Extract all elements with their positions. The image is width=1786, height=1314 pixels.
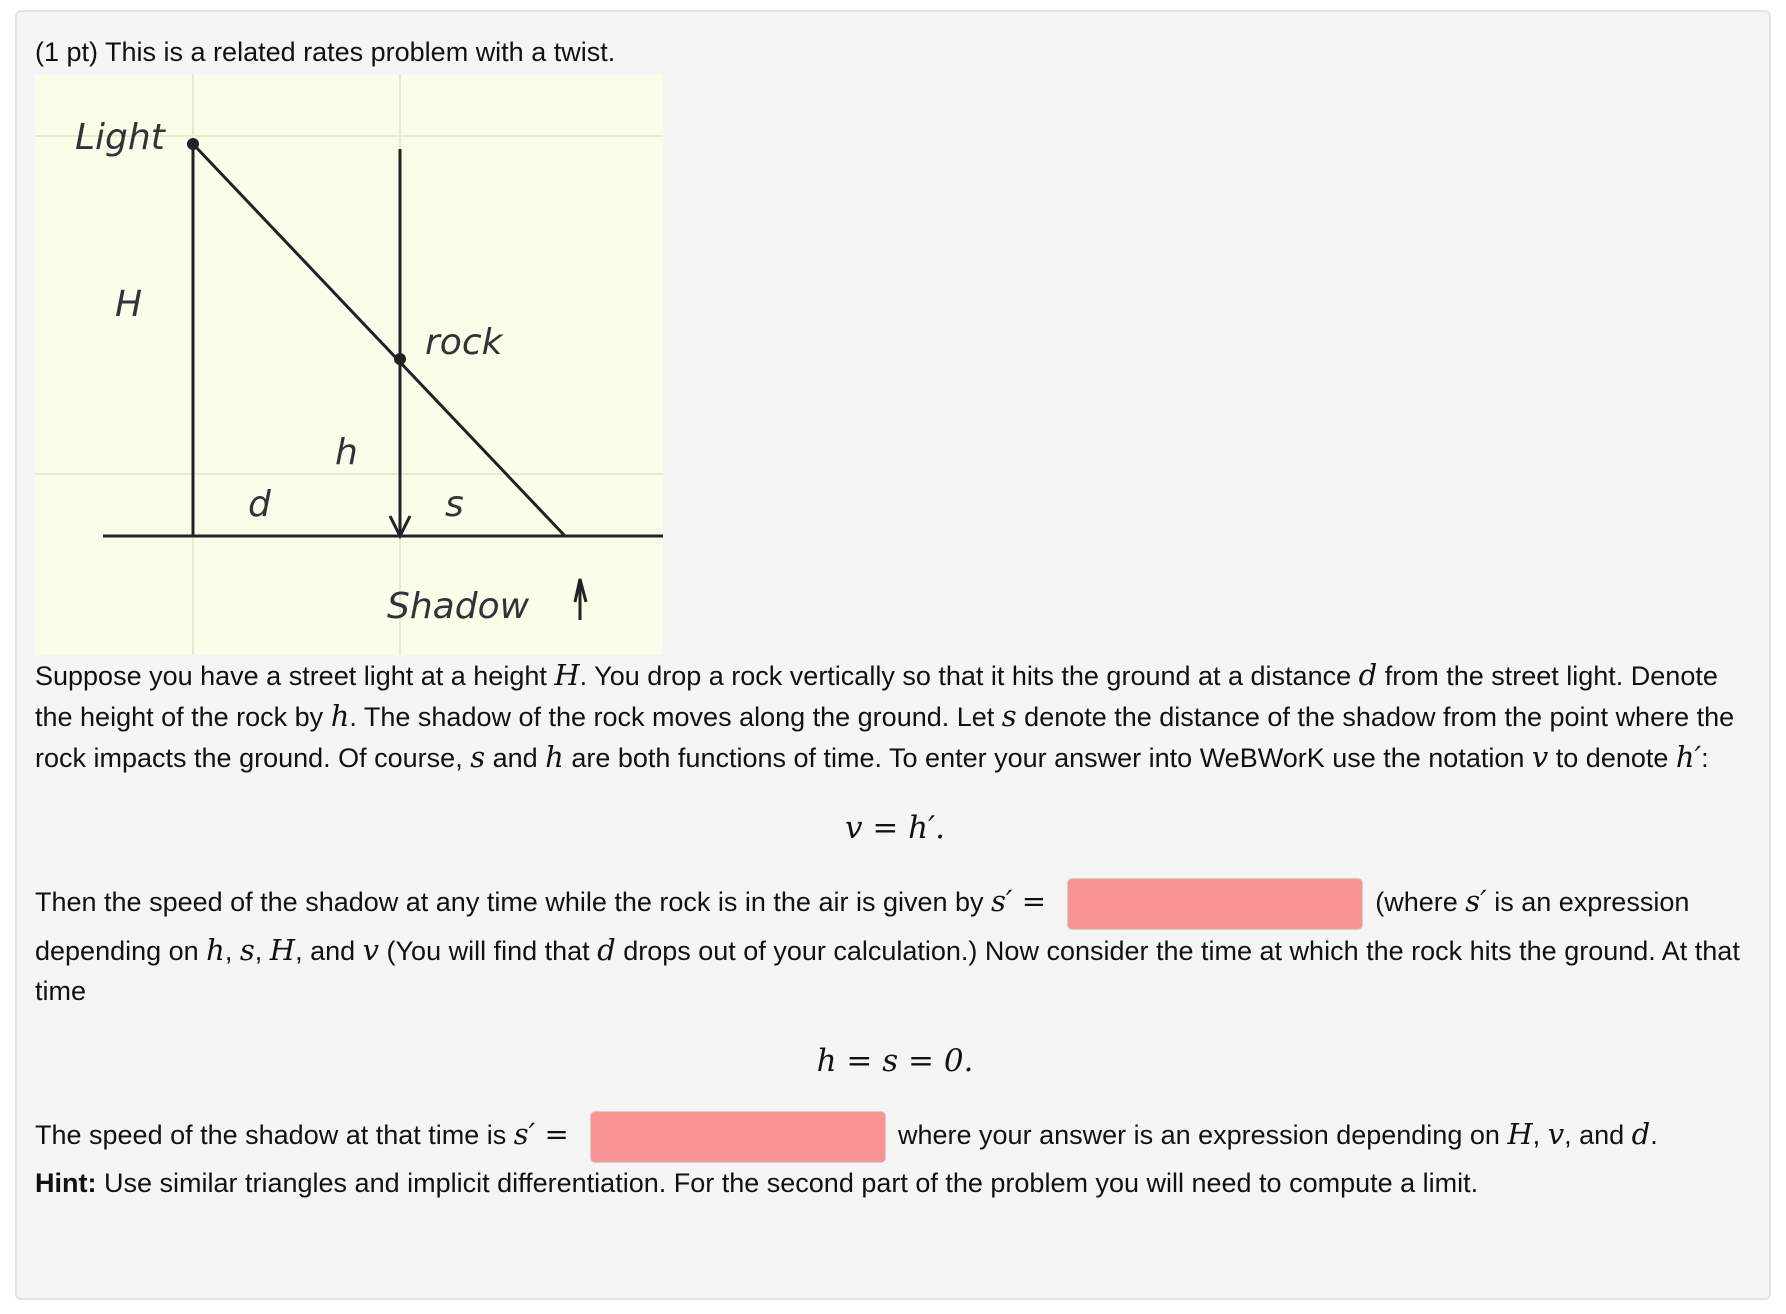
var-h: h bbox=[206, 933, 225, 967]
answer-input-2[interactable] bbox=[590, 1111, 886, 1163]
problem-content bbox=[35, 32, 1755, 1203]
comma: , bbox=[254, 936, 270, 966]
text: drops out of your calculation.) Now consider the time at which the rock hits the ground. At that time bbox=[35, 936, 1740, 1006]
text: is an expression depending on bbox=[35, 887, 1690, 966]
var-v: v bbox=[1531, 740, 1549, 774]
var-s-prime: s′ bbox=[513, 1117, 536, 1152]
text: Suppose you have a street light at a height bbox=[35, 661, 555, 691]
var-s: s bbox=[470, 740, 486, 774]
problem-title: (1 pt) This is a related rates problem with a twist. bbox=[35, 37, 616, 67]
label-H: H bbox=[115, 284, 143, 325]
text: and bbox=[485, 743, 546, 773]
label-d: d bbox=[248, 484, 271, 525]
hint-text: Use similar triangles and implicit differentiation. For the second part of the problem you will need to compute a limit. bbox=[96, 1168, 1479, 1198]
text: . bbox=[1650, 1120, 1658, 1151]
problem-paragraph-1 bbox=[35, 655, 1755, 778]
var-s-prime: s′ bbox=[1465, 884, 1487, 919]
text: Then the speed of the shadow at any time while the rock is in the air is given by bbox=[35, 887, 992, 918]
var-H: H bbox=[269, 933, 296, 967]
grid-lines bbox=[35, 74, 663, 655]
diagram bbox=[35, 74, 663, 655]
text: are both functions of time. To enter your answer into WeBWorK use the notation bbox=[563, 743, 1532, 773]
var-d: d bbox=[1631, 1117, 1651, 1152]
comma: , bbox=[224, 936, 240, 966]
equation-h-s: h = s = 0. bbox=[816, 1043, 974, 1079]
var-d: d bbox=[597, 933, 616, 967]
light-dot bbox=[187, 138, 199, 150]
text: from the street light. Denote the height of the rock by bbox=[35, 661, 1718, 732]
text: where your answer is an expression depending on bbox=[898, 1120, 1508, 1151]
answer-input-1[interactable] bbox=[1067, 878, 1363, 930]
var-s: s bbox=[239, 933, 255, 967]
var-H: H bbox=[554, 658, 580, 692]
text: , and bbox=[1564, 1120, 1632, 1151]
light-ray bbox=[193, 144, 565, 536]
text: to denote bbox=[1548, 743, 1676, 773]
equals-sign: = bbox=[535, 1117, 578, 1152]
text: (where bbox=[1375, 887, 1466, 918]
text: The speed of the shadow at that time is bbox=[35, 1120, 514, 1151]
equals-sign: = bbox=[1012, 884, 1056, 919]
hint-label: Hint: bbox=[35, 1168, 97, 1198]
var-h: h bbox=[545, 740, 564, 774]
rock-dot bbox=[394, 353, 406, 365]
text: , and bbox=[295, 936, 363, 966]
equation-v: v = h′. bbox=[844, 810, 946, 846]
problem-paragraph-3 bbox=[35, 1111, 1755, 1163]
comma: , bbox=[1532, 1120, 1548, 1151]
var-v: v bbox=[362, 933, 380, 967]
var-v: v bbox=[1547, 1117, 1565, 1152]
problem-paragraph-2 bbox=[35, 878, 1755, 1011]
label-rock: rock bbox=[425, 322, 503, 363]
text: denote the distance of the shadow from the point where the rock impacts the ground. Of course, bbox=[35, 702, 1735, 773]
text: (You will find that bbox=[379, 936, 598, 966]
label-shadow: Shadow bbox=[387, 586, 530, 627]
text: . You drop a rock vertically so that it hits the ground at a distance bbox=[579, 661, 1359, 691]
problem-figure bbox=[35, 74, 663, 655]
hint bbox=[35, 1163, 1755, 1203]
label-h: h bbox=[335, 432, 358, 473]
problem-card bbox=[15, 10, 1771, 1300]
var-s: s bbox=[1001, 699, 1017, 733]
text: : bbox=[1701, 743, 1709, 773]
text: . The shadow of the rock moves along the ground. Let bbox=[349, 702, 1002, 732]
var-h: h bbox=[330, 699, 350, 733]
label-light: Light bbox=[75, 117, 165, 158]
label-s: s bbox=[445, 484, 464, 525]
var-d: d bbox=[1358, 658, 1378, 692]
var-H: H bbox=[1507, 1117, 1533, 1152]
var-h-prime: h′ bbox=[1675, 740, 1702, 774]
var-s-prime: s′ bbox=[991, 884, 1013, 919]
